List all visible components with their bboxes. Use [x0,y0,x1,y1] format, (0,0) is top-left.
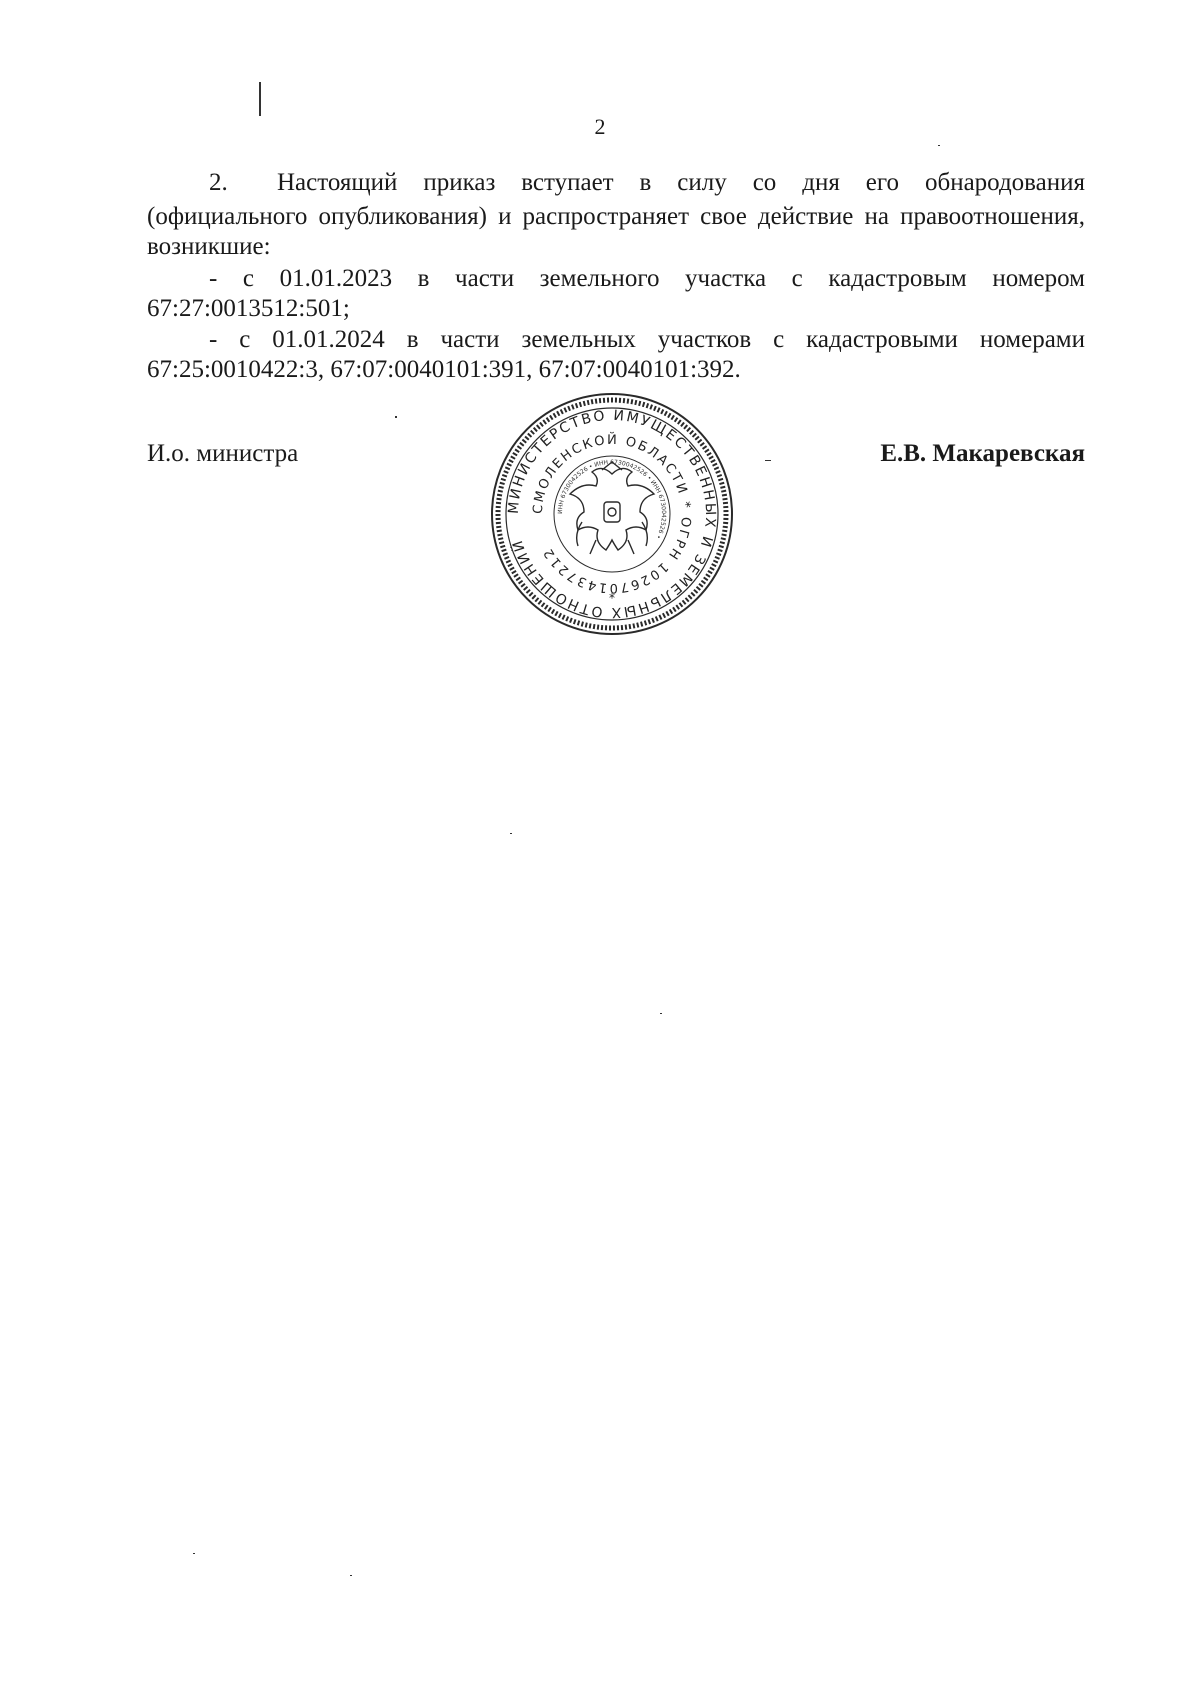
official-seal [478,390,746,638]
scan-dot [395,416,397,418]
signatory-position: И.о. министра [147,440,299,467]
scan-mark [259,82,261,116]
item-2-line-1: - с 01.01.2024 в части земельных участков с кадастровыми номерами [209,326,1085,353]
scan-dot [193,1553,195,1554]
scan-dot [510,833,512,834]
page-number: 2 [594,114,606,139]
paragraph-2-line-3: возникшие: [147,233,271,260]
paragraph-2-line-2: (официального опубликования) и распространяет свое действие на правоотношения, [147,203,1085,230]
item-2-line-2: 67:25:0010422:3, 67:07:0040101:391, 67:07:0040101:392. [147,356,741,383]
item-1-line-1: - с 01.01.2023 в части земельного участка с кадастровым номером [209,265,1085,292]
signatory-name: Е.В. Макаревская [880,440,1085,467]
paragraph-number: 2. [209,169,228,196]
seal-inn-ring: ИНН 6730042526 • ИНН 6730042526 • ИНН 6730042526 • [556,458,668,540]
item-1-line-2: 67:27:0013512:501; [147,295,350,322]
seal-inner-text: СМОЛЕНСКОЙ ОБЛАСТИ * ОГРН 1026701437212 [530,432,694,596]
paragraph-2-line-1: 2. Настоящий приказ вступает в силу со дня его обнародования [209,169,1085,196]
star-icon: * [609,591,615,605]
scan-dot [938,145,940,146]
scan-dot [765,460,771,461]
seal-outer-text: МИНИСТЕРСТВО ИМУЩЕСТВЕННЫХ И ЗЕМЕЛЬНЫХ ОТНОШЕНИЙ [505,407,719,621]
scan-dot [660,1013,662,1014]
scan-dot [350,1575,352,1576]
